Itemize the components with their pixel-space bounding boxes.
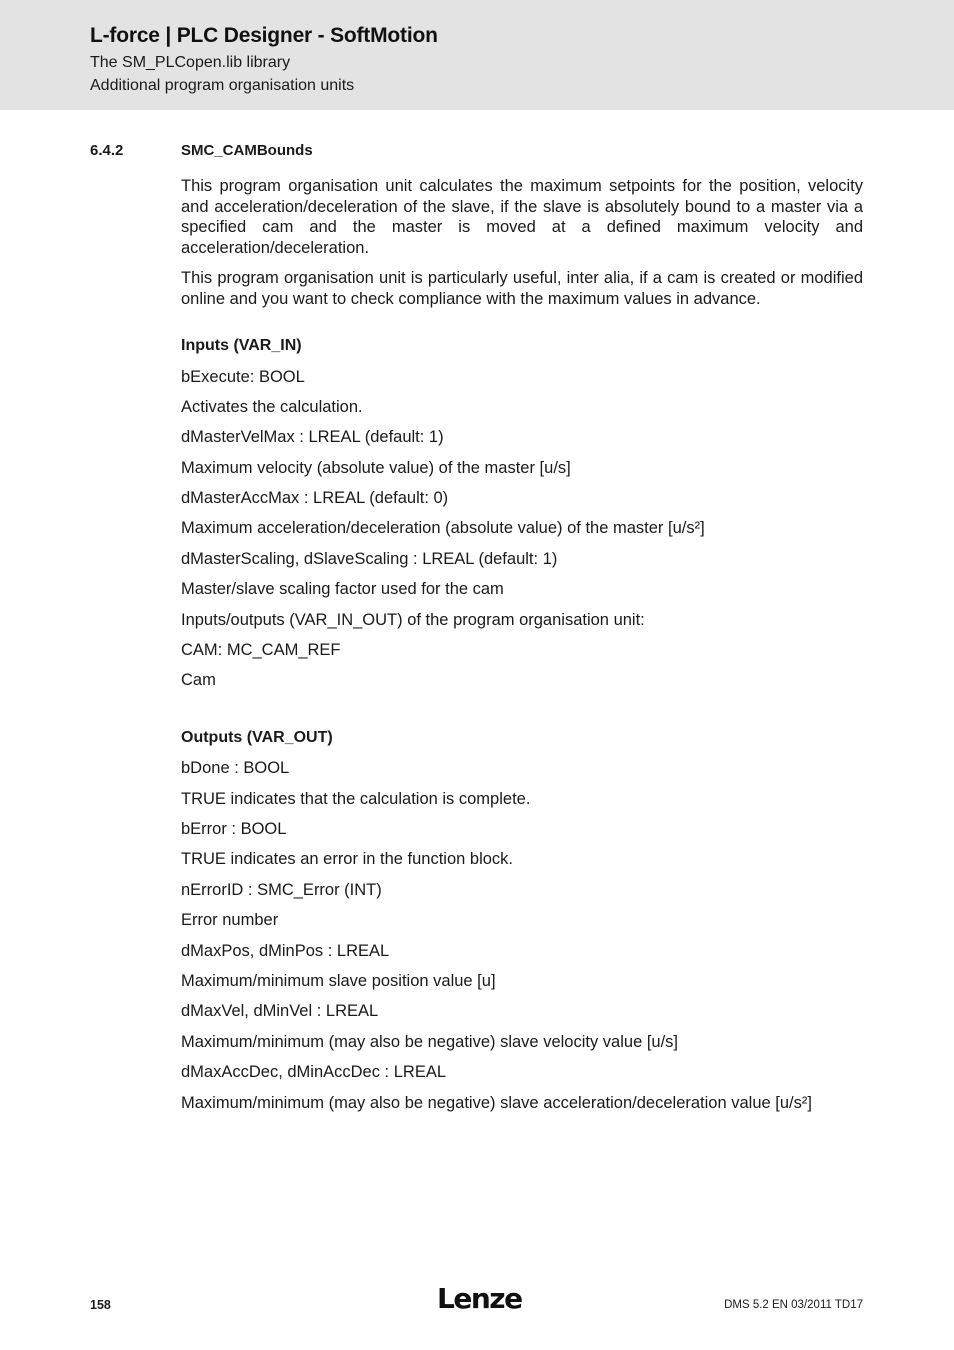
lenze-logo: Lenze (437, 1282, 522, 1315)
usage-paragraph: This program organisation unit is particularly useful, inter alia, if a cam is created or modified online and you want to check compliance with the maximum values in advance. (181, 269, 863, 308)
output-item: dMaxAccDec, dMinAccDec : LREAL (181, 1063, 447, 1082)
input-item: Cam (181, 671, 216, 690)
output-item: bDone : BOOL (181, 759, 290, 778)
input-item: bExecute: BOOL (181, 367, 305, 386)
page-header (0, 0, 954, 110)
inputs-heading: Inputs (VAR_IN) (181, 337, 302, 354)
document-id: DMS 5.2 EN 03/2011 TD17 (724, 1299, 863, 1311)
outputs-list (181, 758, 863, 1123)
input-item: Master/slave scaling factor used for the cam (181, 580, 504, 599)
input-item: CAM: MC_CAM_REF (181, 641, 341, 660)
output-item: Maximum/minimum (may also be negative) slave acceleration/deceleration value [u/s²] (181, 1093, 812, 1112)
document-title: L-force | PLC Designer - SoftMotion (90, 24, 438, 47)
output-item: Error number (181, 911, 279, 930)
output-item: Maximum/minimum slave position value [u] (181, 972, 496, 991)
page-number: 158 (90, 1298, 111, 1312)
output-item: Maximum/minimum (may also be negative) slave velocity value [u/s] (181, 1032, 679, 1051)
input-item: Activates the calculation. (181, 397, 363, 416)
section-title: SMC_CAMBounds (181, 142, 313, 159)
input-item: Maximum velocity (absolute value) of the master [u/s] (181, 458, 571, 477)
input-item: dMasterVelMax : LREAL (default: 1) (181, 428, 444, 447)
section-number: 6.4.2 (90, 142, 124, 159)
input-item: dMasterAccMax : LREAL (default: 0) (181, 489, 449, 508)
output-item: TRUE indicates that the calculation is complete. (181, 789, 531, 808)
output-item: bError : BOOL (181, 820, 287, 839)
inputs-list (181, 367, 863, 701)
input-item: dMasterScaling, dSlaveScaling : LREAL (default: 1) (181, 549, 558, 568)
input-item: Maximum acceleration/deceleration (absolute value) of the master [u/s²] (181, 519, 705, 538)
output-item: nErrorID : SMC_Error (INT) (181, 880, 382, 899)
section-subtitle: Additional program organisation units (90, 77, 355, 94)
output-item: dMaxVel, dMinVel : LREAL (181, 1002, 379, 1021)
output-item: dMaxPos, dMinPos : LREAL (181, 941, 390, 960)
outputs-heading: Outputs (VAR_OUT) (181, 728, 333, 746)
output-item: TRUE indicates an error in the function block. (181, 850, 513, 869)
chapter-subtitle: The SM_PLCopen.lib library (90, 54, 291, 71)
intro-paragraph: This program organisation unit calculates the maximum setpoints for the position, velocity and acceleration/deceleration of the slave, if the slave is absolutely bound to a master via a specified cam and the master is moved at a defined maximum velocity and acceleration/deceleration. (181, 177, 863, 257)
main-content (181, 176, 863, 1123)
input-item: Inputs/outputs (VAR_IN_OUT) of the program organisation unit: (181, 610, 645, 629)
